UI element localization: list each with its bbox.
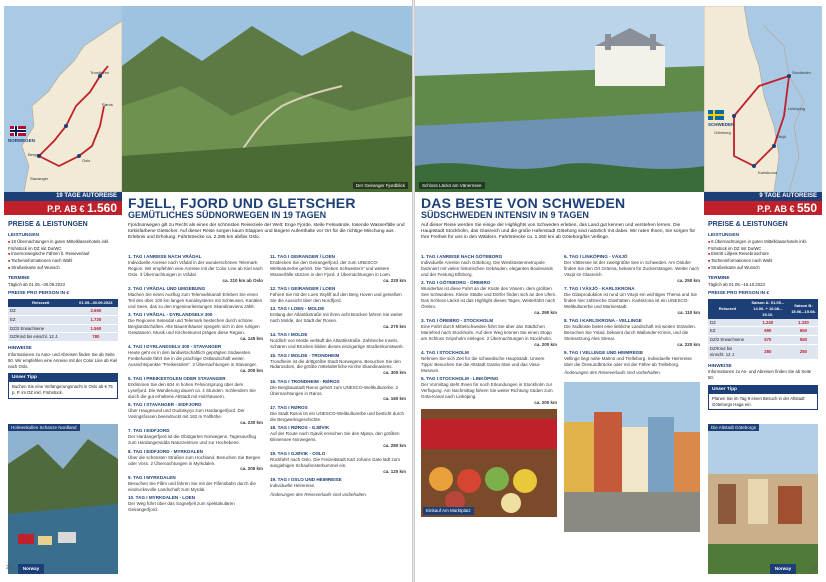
list-item: ■ Straßenkarte auf Wunsch: [708, 265, 818, 272]
table-row: [708, 319, 818, 327]
leistungen-heading: LEISTUNGEN: [708, 233, 739, 238]
row-value: 1.240: [747, 319, 789, 327]
list-item: [270, 286, 406, 304]
inset-caption: Einkauf Am Marktplatz: [423, 507, 474, 515]
row-value: 650: [789, 327, 818, 336]
right-hero-image: [415, 6, 705, 192]
table-row: [8, 307, 118, 315]
day-heading: 4. TAG I STOCKHOLM: [421, 350, 469, 356]
day-text: Individuelle Heimreise.: [270, 483, 316, 489]
price-table: [8, 299, 118, 342]
row-value: 1.720: [74, 315, 118, 324]
day-heading: 11. TAG I GEIRANGER / LOEN: [270, 254, 336, 259]
list-item: [128, 312, 263, 342]
list-item: [270, 379, 406, 403]
tip-heading: Unser Tipp: [709, 386, 817, 394]
day-text: Die Südküste bietet eine liebliche Landschaft mit weiten Stränden. Besuchen Sie Ystad, bekannt durch Wallander-Krimis, und die Steinsetzung Ales Stenar.: [564, 323, 696, 341]
fjord-photo-graphic: [8, 424, 118, 574]
table-row: [8, 315, 118, 324]
row-value: 690: [747, 327, 789, 336]
row-value: 780: [74, 333, 118, 342]
left-hero-image: [122, 6, 412, 192]
right-sidebar-content: [708, 218, 818, 410]
row-label: DZ: [8, 307, 74, 315]
left-sidebar-content: [8, 218, 118, 399]
day-heading: 9. TAG I VELLINGE UND HEIMREISE: [564, 350, 644, 356]
intro-text: Auf dieser Reise werden Sie einige der Highlights von Schweden erleben, das Land gut kennen und verstehen lernen. Die Hauptstadt Stockholm, das Glasreich und die große Hafenstadt Göteborg sind natürlich mit dabei. Wir raten Ihnen, Sie sorgen für Ihre Freiheit für uns in den Wäldern. Fahrtstrecke ca. 1.260 km ab Göteborg/bis Vellinge.: [421, 223, 696, 241]
day-text: Der Vormittag steht Ihnen für noch Erkundungen in Stockholm zur Verfügung. Am Nachmittag fahren Sie weiter Richtung Süden zum Göta-Kanal nach Linköping.: [421, 382, 553, 399]
row-value: 570: [747, 336, 789, 345]
price-table: [708, 299, 818, 359]
day-text: Die Bergbaustadt Røros gehört zum UNESCO-Weltkulturerbe. 2 Übernachtungen in Røros.: [270, 384, 398, 396]
table-header: Reisezeit: [708, 299, 747, 318]
hero-caption: Schloss Läckö am Vänernsee: [419, 182, 485, 189]
day-text: Rückfahrt nach Oslo. Die Freizeitstadt Karl Johans Gate lädt zum ausgiebigen Schaufensterbummel ein.: [270, 457, 401, 468]
list-item: [128, 286, 263, 310]
list-item: [270, 477, 406, 489]
map-city-label: Göteborg: [714, 130, 731, 135]
day-distance: ca. 220 km: [677, 341, 700, 347]
page-title: FJELL, FJORD UND GLETSCHER: [128, 195, 356, 211]
day-distance: ca. 270 km: [383, 323, 406, 329]
row-label: EZ: [708, 327, 747, 336]
norway-map: [4, 6, 122, 192]
day-distance: ca. 290 km: [534, 309, 557, 315]
map-city-label: Røros: [102, 102, 113, 107]
right-sidebar: [704, 6, 822, 576]
brand-logo: Norway: [18, 564, 44, 574]
list-item: [128, 254, 263, 284]
hinweise-text: Informationen zu An- und Abreisen finden Sie ab Seite 50.: [708, 369, 812, 381]
day-text: Nordlich von Molde verläuft die Atlantikstraße. Zahlreiche Inseln, Schären und Brücken bilden dieses einzigartige Straßenkunstwerk.: [270, 338, 404, 350]
price-bar: [4, 201, 122, 215]
table-header: Saison B: 15.06.–15.08.: [789, 299, 818, 318]
list-item: [128, 475, 263, 493]
preise-heading: PREISE & LEISTUNGEN: [8, 221, 88, 228]
table-row: [708, 327, 818, 336]
day-heading: 1. TAG I ANREISE NACH GÖTEBORG: [421, 254, 503, 259]
day-text: Heute geht es in den landwirtschaftlich geprägten Südwesten. Freibefunde fährt Sie in die prachtige Ostlandschaft weiter. Aussichtspunkte "Preikestolen". 2 Übernachtungen in Stavanger.: [128, 350, 258, 367]
tip-heading: Unser Tipp: [9, 374, 117, 382]
day-heading: 7. TAG I EIDFJORD: [128, 428, 170, 434]
day-distance: ca. 230 km: [240, 420, 263, 426]
list-item: ■ 18 Übernachtungen in guten Mittelklassehotels inkl. Frühstück im DZ mit Du/WC: [8, 239, 118, 252]
termine-text: Täglich ab 01.05.–15.10.2023: [708, 281, 765, 287]
list-item: [421, 254, 557, 278]
norway-map-graphic: [4, 6, 122, 192]
day-heading: 2. TAG I GÖTEBORG - ÖREBRO: [421, 280, 491, 286]
list-item: [270, 332, 406, 350]
day-distance: ca. 210 km ab Oslo: [222, 277, 263, 283]
leistungen-list: [8, 239, 118, 272]
norway-flag: [10, 126, 26, 136]
day-heading: 17. TAG I RØROS: [270, 404, 308, 410]
day-heading: 6. TAG I STAVANGER - EIDFJORD: [128, 402, 202, 408]
day-text: Nehmen Sie sich Zeit für die schwedische Hauptstadt. Unsere Tipps: Besuchen Sie die Altstadt Gamla Stan und das Vasa-Museum.: [421, 356, 545, 373]
list-item: [421, 350, 557, 374]
row-label: DZ/2 Erwachsene: [8, 324, 74, 333]
list-item: [564, 350, 700, 368]
day-heading: 15. TAG I MOLDE - TRONDHEIM: [270, 352, 340, 358]
sweden-flag: [708, 110, 724, 120]
day-text: Wunderbar ist diese Fahrt an der Küste des Vänern, dem größten See Schwedens. Kleine Städte und Dörfer finden sich an den Ufern. Das Schloss Läckö ist das Highlight dieses Tages. Weiterfahrt nach Örebro.: [421, 286, 557, 309]
leistungen-list: [708, 239, 818, 272]
day-distance: ca. 200 km: [240, 367, 263, 373]
list-item: [270, 306, 406, 330]
tip-box: [708, 385, 818, 410]
list-item: [270, 405, 406, 423]
map-city-label: Stavanger: [30, 176, 49, 181]
itinerary-column-2: [270, 254, 406, 498]
hero-caption: Der Geiranger Fjordblick: [353, 182, 408, 189]
day-text: Der Weg führt über das Sognefjell zum spektakulären Geirangerfjord.: [128, 500, 235, 512]
page-title: DAS BESTE VON SCHWEDEN: [421, 195, 626, 211]
day-heading: 2. TAG I VRÅDAL UND UMGEBUNG: [128, 286, 206, 292]
intro-text: Fjordnorwegen gilt zu Recht als eines der schönsten Reiseziele der Welt: Enge Fjorde, steile Felswände, tosende Wasserfälle und türkisfarbene Gletscher. Auf dieser Reise sorgen kaum Etappen und längere Aufenthalte vor Ort für die richtige Mischung aus Erlebnis und Erholung. Fahrtstrecke ca. 2.285 km ab/bis Oslo.: [128, 223, 405, 241]
pp-heading: PREISE PRO PERSON IN €: [708, 291, 770, 297]
map-city-label: Stockholm: [792, 70, 811, 75]
pp-heading: PREISE PRO PERSON IN €: [8, 291, 70, 297]
day-heading: 10. TAG I MYRKDALEN - LOEN: [128, 495, 196, 501]
row-label: EZ: [8, 315, 74, 324]
page-number: 24: [6, 565, 12, 571]
leistungen-heading: LEISTUNGEN: [8, 233, 39, 238]
page-number: 25: [812, 565, 818, 571]
day-text: Der Vättersee ist der zweitgrößte See in Schweden. Am Ostufer finden Sie den Ort Gränna, bekannt für Zuckerstangen. Weiter nach Växjö im Glasreich.: [564, 259, 699, 277]
table-header: Saison A: 01.05.–14.06. + 16.08.–15.10.: [747, 299, 789, 318]
day-heading: 19. TAG I GJØVIK - OSLO: [270, 451, 326, 457]
footer-note: Änderungen des Reiseverlaufs sind vorbehalten.: [270, 491, 368, 497]
brand-logo: Norway: [770, 564, 796, 574]
gothenburg-photo-graphic: [708, 424, 818, 574]
inset-photo: [421, 409, 557, 517]
left-sidebar: [4, 6, 122, 576]
photo-caption: Die Altstadt Göteborgs: [708, 424, 759, 431]
price-value: 1.560: [86, 201, 117, 215]
list-item: [128, 344, 263, 374]
table-row: [708, 344, 818, 359]
preise-heading: PREISE & LEISTUNGEN: [708, 221, 788, 228]
gothenburg-photo: [708, 424, 818, 574]
hinweise-text: Informationen zu Auto- und Abreisen finden Sie ab Seite 50. Wir empfehlen eine Anreise mit der Color Line ab Kiel nach Oslo.: [8, 351, 118, 369]
day-distance: ca. 160 km: [383, 396, 406, 402]
table-row: [8, 324, 118, 333]
list-item: [564, 286, 700, 316]
map-city-label: Bergen: [28, 152, 41, 157]
row-value: 1.560: [74, 324, 118, 333]
list-item: ■ Tacheninformationen nach Wahl: [708, 258, 818, 265]
day-distance: ca. 300 km: [383, 370, 406, 376]
day-heading: 4. TAG I DYRLANDSELV 300 - STAVANGER: [128, 344, 222, 350]
list-item: [270, 425, 406, 449]
day-heading: 16. TAG I TRONDHEIM - RØROS: [270, 378, 340, 384]
day-heading: 7. TAG I VÄXJÖ - KARLSKRONA: [564, 286, 635, 292]
sweden-map: [704, 6, 822, 192]
hinweise-heading: HINWEISE: [708, 363, 732, 369]
itinerary-column-1: [128, 254, 263, 515]
day-text: Die Stadt Røros ist ein UNESCO-Weltkulturerbe und besticht durch die Bergwerksgeschichte.: [270, 410, 404, 422]
day-heading: 19. TAG I OSLO UND HEIMREISE: [270, 477, 342, 483]
map-city-label: Växjö: [776, 134, 787, 139]
list-item: ■ Innernorwegische Fähren lt. Reiseverlauf: [8, 251, 118, 258]
day-text: Machen Sie einen Ausflug zum Telemarkkanal! Erleben Sie einen Teil des über 100 km langen Kanalsystems mit Schleusen, Kanälen und Seen, das zu den Ingenieurleistungen Skandinaviens zählt.: [128, 291, 263, 309]
day-distance: ca. 250 km: [677, 277, 700, 283]
hinweise-heading: HINWEISE: [8, 346, 32, 352]
day-heading: 5. TAG I STOCKHOLM - LINKÖPING: [421, 376, 499, 382]
list-item: [421, 280, 557, 315]
itinerary-column-1: [421, 254, 557, 517]
footer-note: Änderungen des Reiseverlaufs sind vorbehalten.: [564, 370, 662, 376]
day-heading: 8. TAG I KARLSKRONA - VELLINGE: [564, 318, 642, 324]
row-value: 550: [789, 336, 818, 345]
price-bar: [704, 201, 822, 215]
castle-photo-graphic: [415, 6, 705, 192]
day-text: Erklimmen Sie den 604 m hohen Felsvorsprung über dem Lysefjord. Die Wanderung dauert ca. 4 Stunden. Schlendern Sie durch die gut erhaltene Altstadt mit Holzhäusern.: [128, 382, 256, 399]
day-heading: 9. TAG I MYRKDALEN: [128, 474, 176, 480]
list-item: ■ Tacheninformationen nach Wahl: [8, 258, 118, 265]
day-distance: ca. 200 km: [534, 341, 557, 347]
day-heading: 3. TAG I ÖREBRO - STOCKHOLM: [421, 318, 494, 324]
day-distance: ca. 220 km: [383, 277, 406, 283]
list-item: [128, 402, 263, 426]
day-text: Über die schönsten Straßen zum Hochland. Besuchen Sie Bergen oder Voss. 2 Übernachtungen in Myrkdalen.: [128, 454, 261, 466]
table-header: 01.05.–30.09.2023: [74, 299, 118, 307]
price-prefix: P.P. AB €: [47, 204, 85, 214]
days-bar: 9 TAGE AUTOREISE: [704, 192, 822, 201]
day-heading: 8. TAG I EIDFJORD - MYRKDALEN: [128, 448, 203, 454]
tip-text: Buchen Sie eine Verlängerungsnacht in Oslo ab € 75 p. P. im DZ inkl. Frühstück.: [12, 384, 113, 395]
list-item: ■ Eintritt Lilljeek Reisebroschüre: [708, 251, 818, 258]
list-item: [270, 353, 406, 377]
day-text: Auf der Route nach Gjøvik erreichen Sie den Mjøsa, den größten Binnensee Norwegens.: [270, 430, 400, 442]
list-item: [128, 376, 263, 400]
map-country-label: NORWEGEN: [8, 138, 35, 143]
market-photo-graphic: [421, 409, 557, 517]
list-item: [128, 428, 263, 446]
list-item: [564, 318, 700, 348]
tip-box: [8, 373, 118, 398]
row-value: 1.330: [789, 319, 818, 327]
map-country-label: SCHWEDEN: [708, 122, 735, 127]
list-item: [421, 376, 557, 406]
termine-heading: TERMINE: [708, 275, 730, 281]
map-city-label: Trondheim: [90, 70, 109, 75]
row-value: 280: [789, 344, 818, 359]
list-item: [270, 254, 406, 284]
list-item: [128, 495, 263, 513]
day-text: Entdecken Sie den Geirangerfjord, der zum UNESCO-Weltnaturerbe gehört. Die "Sieben Schwestern" und weitere Wasserfälle stürzen in den Fjord. 3 Übernachtungen in Loen.: [270, 259, 392, 277]
day-heading: 14. TAG I MOLDE: [270, 332, 308, 338]
day-text: Individuelle Anreise nach Vrådal in der wunderschönen Telemark-Region. Wir empfehlen eine Anreise mit der Color Line ab Kiel nach Oslo. 3 Übernachtungen in Vrådal.: [128, 259, 263, 277]
day-heading: 13. TAG I LOEN - MOLDE: [270, 306, 325, 312]
town-photo-graphic: [564, 382, 700, 532]
list-item: ■ Straßenkarte auf Wunsch: [8, 265, 118, 272]
map-city-label: Linköping: [788, 106, 806, 111]
row-label: DZ/2 Erwachsene: [708, 336, 747, 345]
day-heading: 18. TAG I RØROS - GJØVIK: [270, 425, 330, 431]
day-text: Eine Fahrt durch Mittelschweden führt Sie über das Städtchen Mariefred nach Stockholm. Auf dem Weg können Sie einen Stopp am Schloss Gripsholm einlegen. 2 Übernachtungen in Stockholm.: [421, 323, 553, 341]
row-label: DZ: [708, 319, 747, 327]
row-value: 280: [747, 344, 789, 359]
day-text: Besuchen Sie Flåm und fahren Sie mit der Flåmsbahn durch die eindrucksvolle Landschaft zum Myrdal.: [128, 480, 256, 492]
fjord-photo: [8, 424, 118, 574]
row-value: 2.650: [74, 307, 118, 315]
list-item: [564, 254, 700, 284]
table-header: Reisezeit: [8, 299, 74, 307]
day-distance: ca. 110 km: [677, 309, 700, 315]
page-subtitle: GEMÜTLICHES SÜDNORWEGEN IN 19 TAGEN: [128, 210, 327, 220]
day-heading: 6. TAG I LINKÖPING - VÄXJÖ: [564, 254, 628, 259]
day-text: Vellinge liegt nahe Malmö und Trelleborg. Individuelle Heimreise über die Öresundbrücke oder mit der Fähre ab Trelleborg.: [564, 356, 692, 367]
day-text: Der Hardangerfjord ist die Obstgarten Norwegens. Tagesausflug zum Hardangervidda Naturzentrum und zur Hochebene.: [128, 434, 256, 446]
termine-text: Täglich ab 01.05.–30.09.2023: [8, 281, 65, 287]
day-text: Über Haugesund und Oudrakyrjo zum Hardangerfjord. Der Vøringsfossen beeindruckt mit 182 m Fallhöhe.: [128, 408, 245, 420]
day-distance: ca. 145 km: [240, 335, 263, 341]
tip-text: Planen Sie im Tag 9 einen Besuch in der Altstadt Göteborgs Haga ein.: [712, 395, 805, 407]
itinerary-column-2: [564, 254, 700, 532]
table-row: [708, 336, 818, 345]
day-text: Die Regionen Setesdal und Telemark bestechen durch schöne Berglandschaften. Alte Bauernhäuser spiegeln sich in den ruhigen Gewässern. Musik und Kirchenkunst prägen diese Region.: [128, 318, 260, 335]
map-city-label: Oslo: [82, 158, 91, 163]
price-prefix: P.P. AB €: [757, 204, 795, 214]
list-item: [128, 449, 263, 473]
day-distance: ca. 120 km: [383, 468, 406, 474]
day-text: Entlang der Atlantikstraße mit ihren acht Brücken fahren Sie weiter nach Molde, der Stadt der Rosen.: [270, 312, 403, 324]
day-distance: ca. 205 km: [240, 466, 263, 472]
day-heading: 5. TAG I PREIKESTOLEN ODER STAVANGER: [128, 376, 226, 382]
day-text: Individuelle Anreise nach Göteborg. Die Westküstenmetropole fasziniert mit vielen historischen Gebäuden, eleganten Boulevards und der Festung Elfsborg.: [421, 259, 553, 277]
termine-heading: TERMINE: [8, 275, 30, 281]
list-item: ■ 8 Übernachtungen in guten Mittelklassehotels inkl. Frühstück im DZ mit Du/WC: [708, 239, 818, 252]
day-text: Trondheim ist die drittgrößte Stadt Norwegens. Besuchen Sie den Nidarosdom, die größte mittelalterliche Kirche Skandinaviens.: [270, 358, 401, 370]
day-text: Die Glasproduktion ist rund um Växjö ein wichtiges Thema und Sie finden hier zahlreiche Glashütten. Karlskrona ist ein UNESCO-Weltkulturerbe und Marinestadt.: [564, 291, 697, 309]
list-item: [421, 318, 557, 348]
row-label: DZ/Kind bis einschl. 12 J.: [8, 333, 74, 342]
days-bar: 19 TAGE AUTOREISE: [4, 192, 122, 201]
day-heading: 3. TAG I VRÅDAL - DYRLANDSELV 300: [128, 312, 213, 318]
day-distance: ca. 200 km: [534, 399, 557, 405]
photo-caption: Holmenkollen Schanze Nordland: [8, 424, 80, 431]
list-item: [270, 451, 406, 475]
day-distance: ca. 280 km: [383, 442, 406, 448]
row-label: DZ/Kind bis einschl. 12 J.: [708, 344, 747, 359]
valley-photo-graphic: [122, 6, 412, 192]
page-subtitle: SÜDSCHWEDEN INTENSIV IN 9 TAGEN: [421, 210, 589, 220]
sweden-map-graphic: [704, 6, 822, 192]
price-value: 550: [796, 201, 817, 215]
day-heading: 1. TAG I ANREISE NACH VRÅDAL: [128, 254, 202, 259]
town-photo: [564, 382, 700, 532]
map-city-label: Karlskrona: [758, 170, 778, 175]
table-row: [8, 333, 118, 342]
day-heading: 12. TAG I GEIRANGER / LOEN: [270, 286, 336, 292]
day-text: Fahren Sie mit der Loen Skylift auf den Berg Hoven und genießen Sie die Aussicht über den Nordfjord.: [270, 291, 402, 303]
